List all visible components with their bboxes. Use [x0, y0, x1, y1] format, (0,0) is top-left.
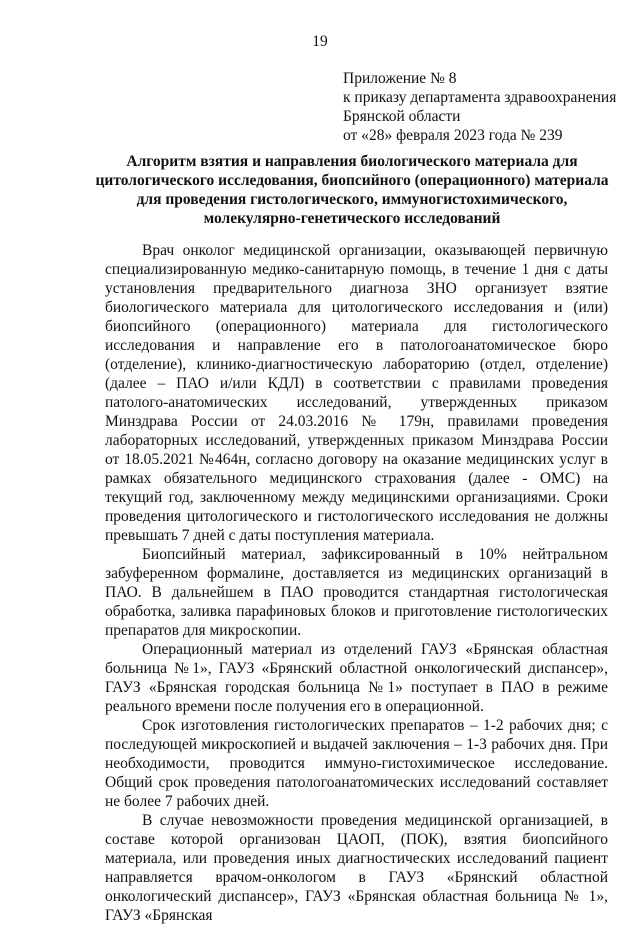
appendix-header	[343, 69, 633, 145]
title-line: для проведения гистологического, иммуногистохимического,	[136, 191, 568, 208]
paragraph: Биопсийный материал, зафиксированный в 10% нейтральном забуференном формалине, доставляется из медицинских организаций в ПАО. В дальнейшем в ПАО проводится стандартная гистологическая обработка, заливка парафиновых блоков и приготовление гистологических препаратов для микроскопии.	[105, 546, 608, 639]
appendix-line: Брянской области	[343, 108, 461, 125]
appendix-line: к приказу департамента здравоохранения	[343, 89, 617, 106]
page-number: 19	[312, 33, 328, 50]
document-title	[92, 152, 612, 228]
appendix-line: от «28» февраля 2023 года № 239	[343, 127, 563, 144]
appendix-line: Приложение № 8	[343, 70, 457, 87]
paragraph: Срок изготовления гистологических препаратов – 1-2 рабочих дня; с последующей микроскопией и выдачей заключения – 1-3 рабочих дня. При необходимости, проводится иммуно-гистохимическое исследование. Общий срок проведения патологоанатомических исследований составляет не более 7 рабочих дней.	[105, 717, 608, 810]
document-body	[105, 241, 608, 925]
paragraph: Операционный материал из отделений ГАУЗ «Брянская областная больница №1», ГАУЗ «Брянский областной онкологический диспансер», ГАУЗ «Брянская городская больница №1» поступает в ПАО в режиме реального времени после получения его в операционной.	[105, 641, 608, 715]
paragraph: Врач онколог медицинской организации, оказывающей первичную специализированную медико-санитарную помощь, в течение 1 дня с даты установления предварительного диагноза ЗНО организует взятие биологического материала для цитологического исследования и (или) биопсийного (операционного) материала для гистологического исследования и направление его в патологоанатомическое бюро (отделение), клинико-диагностическую лабораторию (отдел, отделение) (далее – ПАО и/или КДЛ) в соответствии с правилами проведения патолого-анатомических исследований, утвержденных приказом Минздрава России от 24.03.2016 № 179н, правилами проведения лабораторных исследований, утвержденных приказом Минздрава России от 18.05.2021 №464н, согласно договору на оказание медицинских услуг в рамках обязательного медицинского страхования (далее - ОМС) на текущий год, заключенному между медицинскими организациями. Сроки проведения цитологического и гистологического исследования не должны превышать 7 дней с даты поступления материала.	[105, 242, 608, 544]
paragraph: В случае невозможности проведения медицинской организацией, в составе которой организован ЦАОП, (ПОК), взятия биопсийного материала, или проведения иных диагностических исследований пациент направляется врачом-онкологом в ГАУЗ «Брянский областной онкологический диспансер», ГАУЗ «Брянская областная больница № 1», ГАУЗ «Брянская	[105, 812, 608, 924]
title-line: молекулярно-генетического исследований	[203, 210, 501, 227]
title-line: цитологического исследования, биопсийного (операционного) материала	[95, 172, 609, 189]
title-line: Алгоритм взятия и направления биологического материала для	[126, 153, 578, 170]
